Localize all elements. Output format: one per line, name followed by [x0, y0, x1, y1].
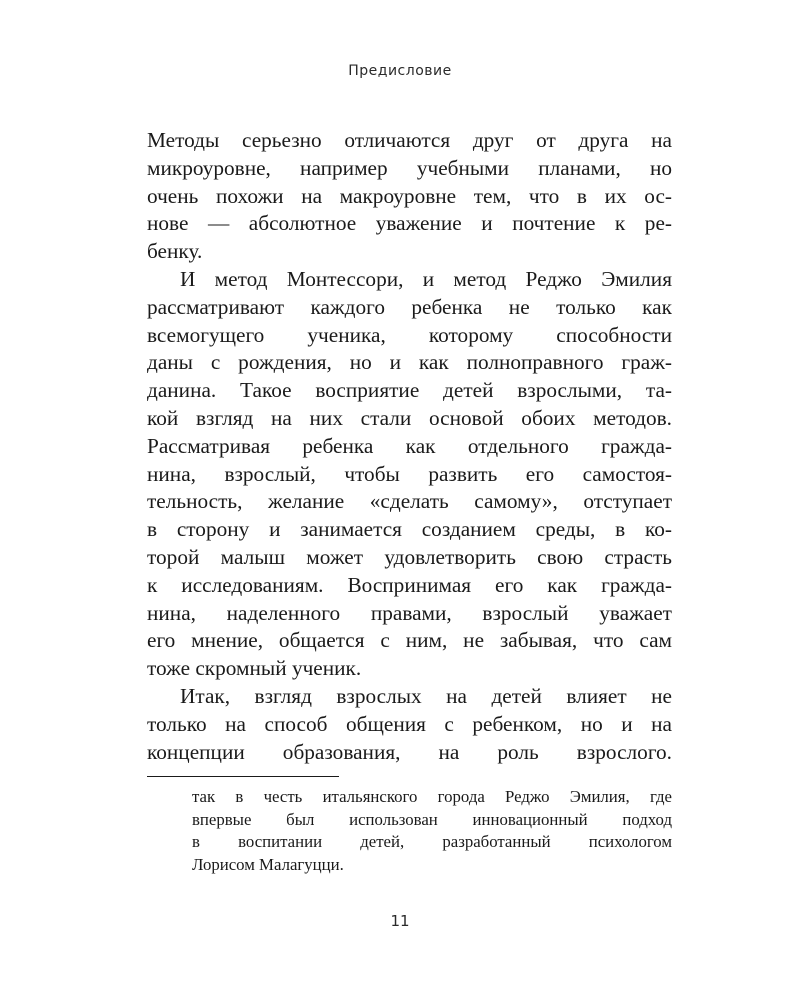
footnote-line: впервые был использован инновационный подход — [192, 809, 672, 829]
footnote-line: в воспитании детей, разработанный психологом — [192, 832, 672, 852]
body-line: микроуровне, например учебными планами, но — [147, 155, 672, 180]
body-line: И метод Монтессори, и метод Реджо Эмилия — [180, 266, 672, 291]
page-number: 11 — [390, 912, 410, 930]
footnote — [192, 786, 672, 877]
body-line: нина, наделенного правами, взрослый уважает — [147, 600, 672, 625]
footnote-line: Лорисом Малагуцци. — [192, 855, 344, 875]
body-line: торой малыш может удовлетворить свою страсть — [147, 544, 672, 569]
body-line: Методы серьезно отличаются друг от друга на — [147, 128, 672, 152]
body-line: тоже скромный ученик. — [147, 656, 362, 681]
body-line: к исследованиям. Воспринимая его как гражда- — [147, 572, 672, 597]
body-line: нове — абсолютное уважение и почтение к ре- — [147, 211, 672, 236]
body-line: только на способ общения с ребенком, но и на — [147, 711, 672, 736]
body-line: концепции образования, на роль взрослого. — [147, 739, 672, 764]
body-line: очень похожи на макроуровне тем, что в их ос- — [147, 183, 672, 208]
body-line: нина, взрослый, чтобы развить его самостоя- — [147, 461, 672, 486]
running-head: Предисловие — [348, 63, 452, 79]
body-line: бенку. — [147, 239, 203, 264]
body-line: даны с рождения, но и как полноправного граж- — [147, 350, 672, 375]
body-line: кой взгляд на них стали основой обоих методов. — [147, 405, 672, 430]
body-line: в сторону и занимается созданием среды, в ко- — [147, 517, 672, 542]
footnote-line: так в честь итальянского города Реджо Эмилия, где — [192, 787, 672, 806]
body-line: Итак, взгляд взрослых на детей влияет не — [180, 683, 672, 708]
footnote-separator — [147, 776, 339, 777]
body-text — [147, 127, 672, 766]
body-line: всемогущего ученика, которому способности — [147, 322, 672, 347]
body-line: Рассматривая ребенка как отдельного гражда- — [147, 433, 672, 458]
body-line: данина. Такое восприятие детей взрослыми, та- — [147, 378, 672, 403]
body-line: его мнение, общается с ним, не забывая, что сам — [147, 628, 672, 653]
body-line: рассматривают каждого ребенка не только как — [147, 294, 672, 319]
body-line: тельность, желание «сделать самому», отступает — [147, 489, 672, 514]
